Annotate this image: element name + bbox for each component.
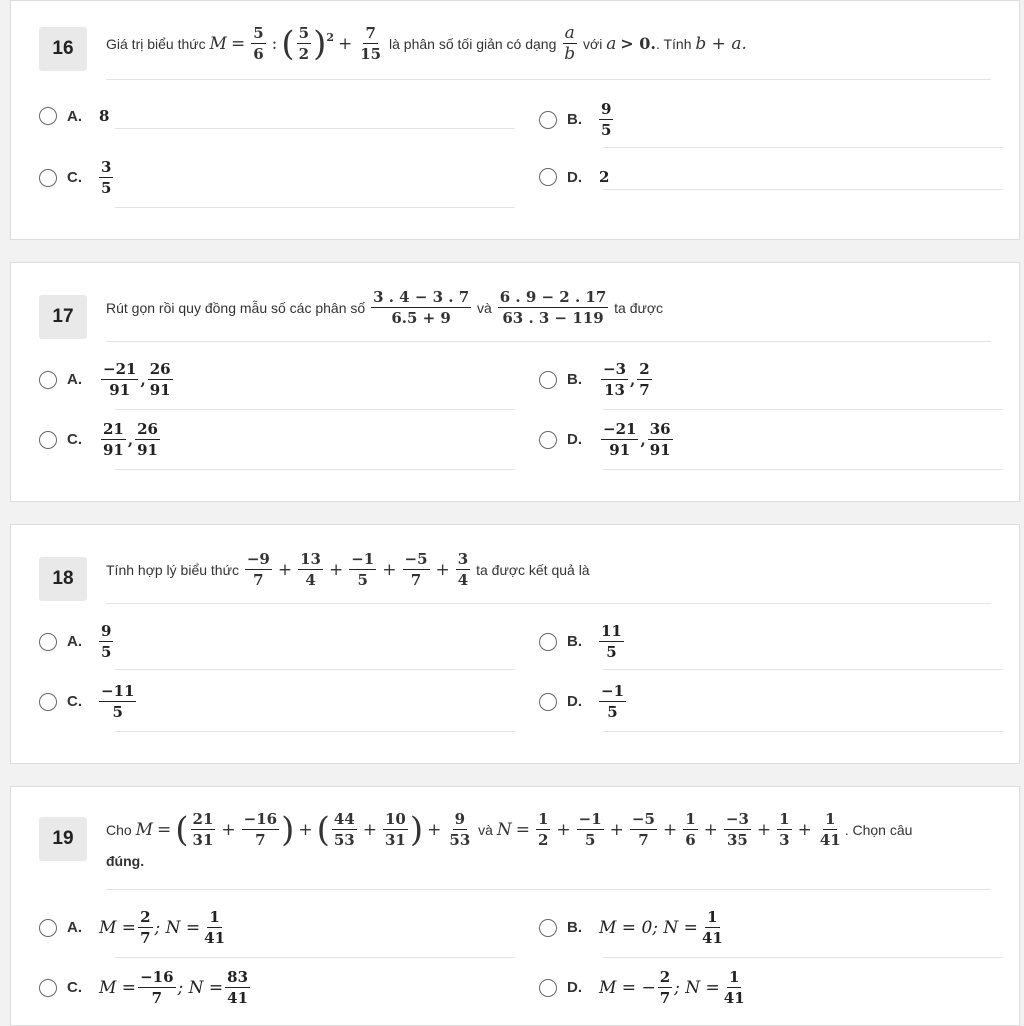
option-a[interactable]: A. M = $\frac{2}{7}$ ; N = $\frac{1}{41}$ (39, 909, 229, 946)
question-card-18 (10, 524, 1020, 764)
radio-button[interactable] (539, 693, 557, 711)
question-number: 16 (39, 27, 87, 71)
question-number: 18 (39, 557, 87, 601)
question-number: 17 (39, 295, 87, 339)
option-c[interactable]: C. M = $\frac{-16}{7}$ ; N = $\frac{83}{41}$ (39, 969, 252, 1006)
question-card-19 (10, 786, 1020, 1026)
radio-button[interactable] (539, 979, 557, 997)
radio-button[interactable] (539, 633, 557, 651)
option-b[interactable]: B. M = 0; N = $\frac{1}{41}$ (539, 909, 727, 946)
radio-button[interactable] (39, 633, 57, 651)
option-d[interactable]: D. M = − $\frac{2}{7}$ ; N = $\frac{1}{41}$ (539, 969, 749, 1006)
option-c[interactable]: C. $\frac{3}{5}$ (39, 159, 115, 196)
radio-button[interactable] (539, 371, 557, 389)
radio-button[interactable] (39, 371, 57, 389)
question-text: Tính hợp lý biểu thức $\frac{-9}{7}$ + $\frac{13}{4}$ + $\frac{-1}{5}$ + $\frac{-5}{7}$ + $\frac{3}{4}$ ta được kết quả là (106, 550, 590, 589)
radio-button[interactable] (39, 979, 57, 997)
radio-button[interactable] (39, 169, 57, 187)
radio-button[interactable] (539, 111, 557, 129)
option-b[interactable]: B. $\frac{-3}{13}$ , $\frac{2}{7}$ (539, 361, 654, 398)
radio-button[interactable] (39, 107, 57, 125)
option-c[interactable]: C. $\frac{-11}{5}$ (39, 683, 138, 720)
radio-button[interactable] (39, 919, 57, 937)
option-c[interactable]: C. $\frac{21}{91}$ , $\frac{26}{91}$ (39, 421, 162, 458)
option-d[interactable]: D. $\frac{-1}{5}$ (539, 683, 628, 720)
option-b[interactable]: B. $\frac{11}{5}$ (539, 623, 626, 660)
radio-button[interactable] (539, 919, 557, 937)
option-d[interactable]: D. 2 (539, 168, 609, 186)
radio-button[interactable] (39, 431, 57, 449)
question-card-17 (10, 262, 1020, 502)
option-a[interactable]: A. $\frac{9}{5}$ (39, 623, 115, 660)
question-text: Rút gọn rồi quy đồng mẫu số các phân số $\frac{3 . 4 - 3 . 7}{6.5 + 9}$ và $\frac{6 . 9 - 2 . 17}{63 . 3 - 119}$ ta được (106, 288, 664, 327)
option-b[interactable]: B. $\frac{9}{5}$ (539, 101, 615, 138)
question-card-16 (10, 0, 1020, 240)
question-text: Cho M = ( $\frac{21}{31}$ + $\frac{-16}{7}$ ) + ( $\frac{44}{53}$ + $\frac{10}{31}$ ) + $\frac{9}{53}$ và N = $\frac{1}{2}$ + $\frac{-1}{5}$ + $\frac{-5}{7}$ + $\frac{1}{6}$ + $\frac{-3}{35}$ + $\frac{1}{3}$ + $\frac{1}{41}$ . Chọn câu đúng. (106, 809, 913, 869)
radio-button[interactable] (39, 693, 57, 711)
option-a[interactable]: A. $\frac{-21}{91}$ , $\frac{26}{91}$ (39, 361, 175, 398)
radio-button[interactable] (539, 168, 557, 186)
option-a[interactable]: A. 8 (39, 107, 109, 125)
question-text: Giá trị biểu thức M = $\frac{5}{6}$ : ( $\frac{5}{2}$ ) 2 + $\frac{7}{15}$ là phân số tối giản có dạng $\frac{a}{b}$ với a > 0. . Tính b + a. (106, 23, 747, 64)
question-number: 19 (39, 817, 87, 861)
radio-button[interactable] (539, 431, 557, 449)
option-d[interactable]: D. $\frac{-21}{91}$ , $\frac{36}{91}$ (539, 421, 675, 458)
